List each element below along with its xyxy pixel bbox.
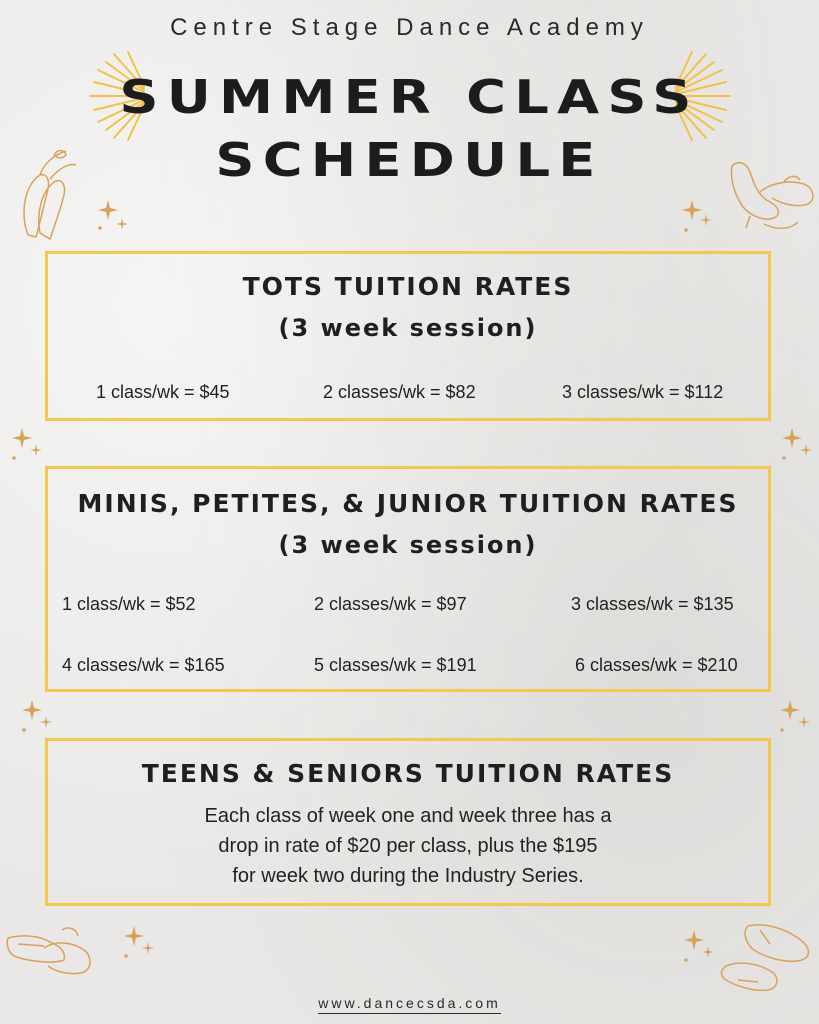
academy-name: Centre Stage Dance Academy — [170, 14, 649, 41]
sparkle-icon — [120, 922, 156, 962]
teens-rates-panel — [45, 738, 771, 906]
minis-rate-4: 4 classes/wk = $165 — [62, 655, 225, 675]
minis-rate-1: 1 class/wk = $52 — [62, 594, 196, 614]
sparkle-icon — [678, 196, 714, 236]
tap-shoes-icon — [718, 918, 816, 1000]
minis-rate-6: 6 classes/wk = $210 — [575, 655, 738, 675]
minis-rate-5: 5 classes/wk = $191 — [314, 655, 477, 675]
sneakers-icon — [4, 918, 96, 982]
tots-rate-2: 2 classes/wk = $82 — [323, 382, 476, 402]
sparkle-icon — [778, 424, 814, 464]
page-title-line1: SUMMER CLASS — [119, 70, 700, 124]
teens-description-line: Each class of week one and week three has a — [204, 805, 612, 827]
teens-description-line: drop in rate of $20 per class, plus the $195 — [218, 835, 598, 857]
sparkle-icon — [18, 696, 54, 736]
minis-rate-2: 2 classes/wk = $97 — [314, 594, 467, 614]
teens-description — [48, 801, 768, 891]
minis-session: (3 week session) — [278, 531, 538, 559]
ballet-shoes-icon — [10, 145, 80, 245]
sparkle-icon — [680, 926, 716, 966]
website-link[interactable] — [0, 995, 819, 1011]
teens-description-line: for week two during the Industry Series. — [232, 865, 584, 887]
tots-heading: TOTS TUITION RATES — [242, 272, 574, 301]
page-title-line2: SCHEDULE — [215, 133, 604, 187]
tots-rates-panel — [45, 251, 771, 421]
sparkle-icon — [8, 424, 44, 464]
minis-heading: MINIS, PETITES, & JUNIOR TUITION RATES — [77, 489, 739, 518]
minis-rate-3: 3 classes/wk = $135 — [571, 594, 734, 614]
sparkle-icon — [94, 196, 130, 236]
tots-rate-1: 1 class/wk = $45 — [96, 382, 230, 402]
tots-session: (3 week session) — [278, 314, 538, 342]
sparkle-icon — [776, 696, 812, 736]
tots-rate-3: 3 classes/wk = $112 — [562, 382, 724, 402]
teens-heading: TEENS & SENIORS TUITION RATES — [141, 759, 675, 788]
minis-rates-panel — [45, 466, 771, 692]
tap-shoes-icon — [724, 152, 818, 238]
website-text[interactable]: www.dancecsda.com — [318, 995, 501, 1014]
